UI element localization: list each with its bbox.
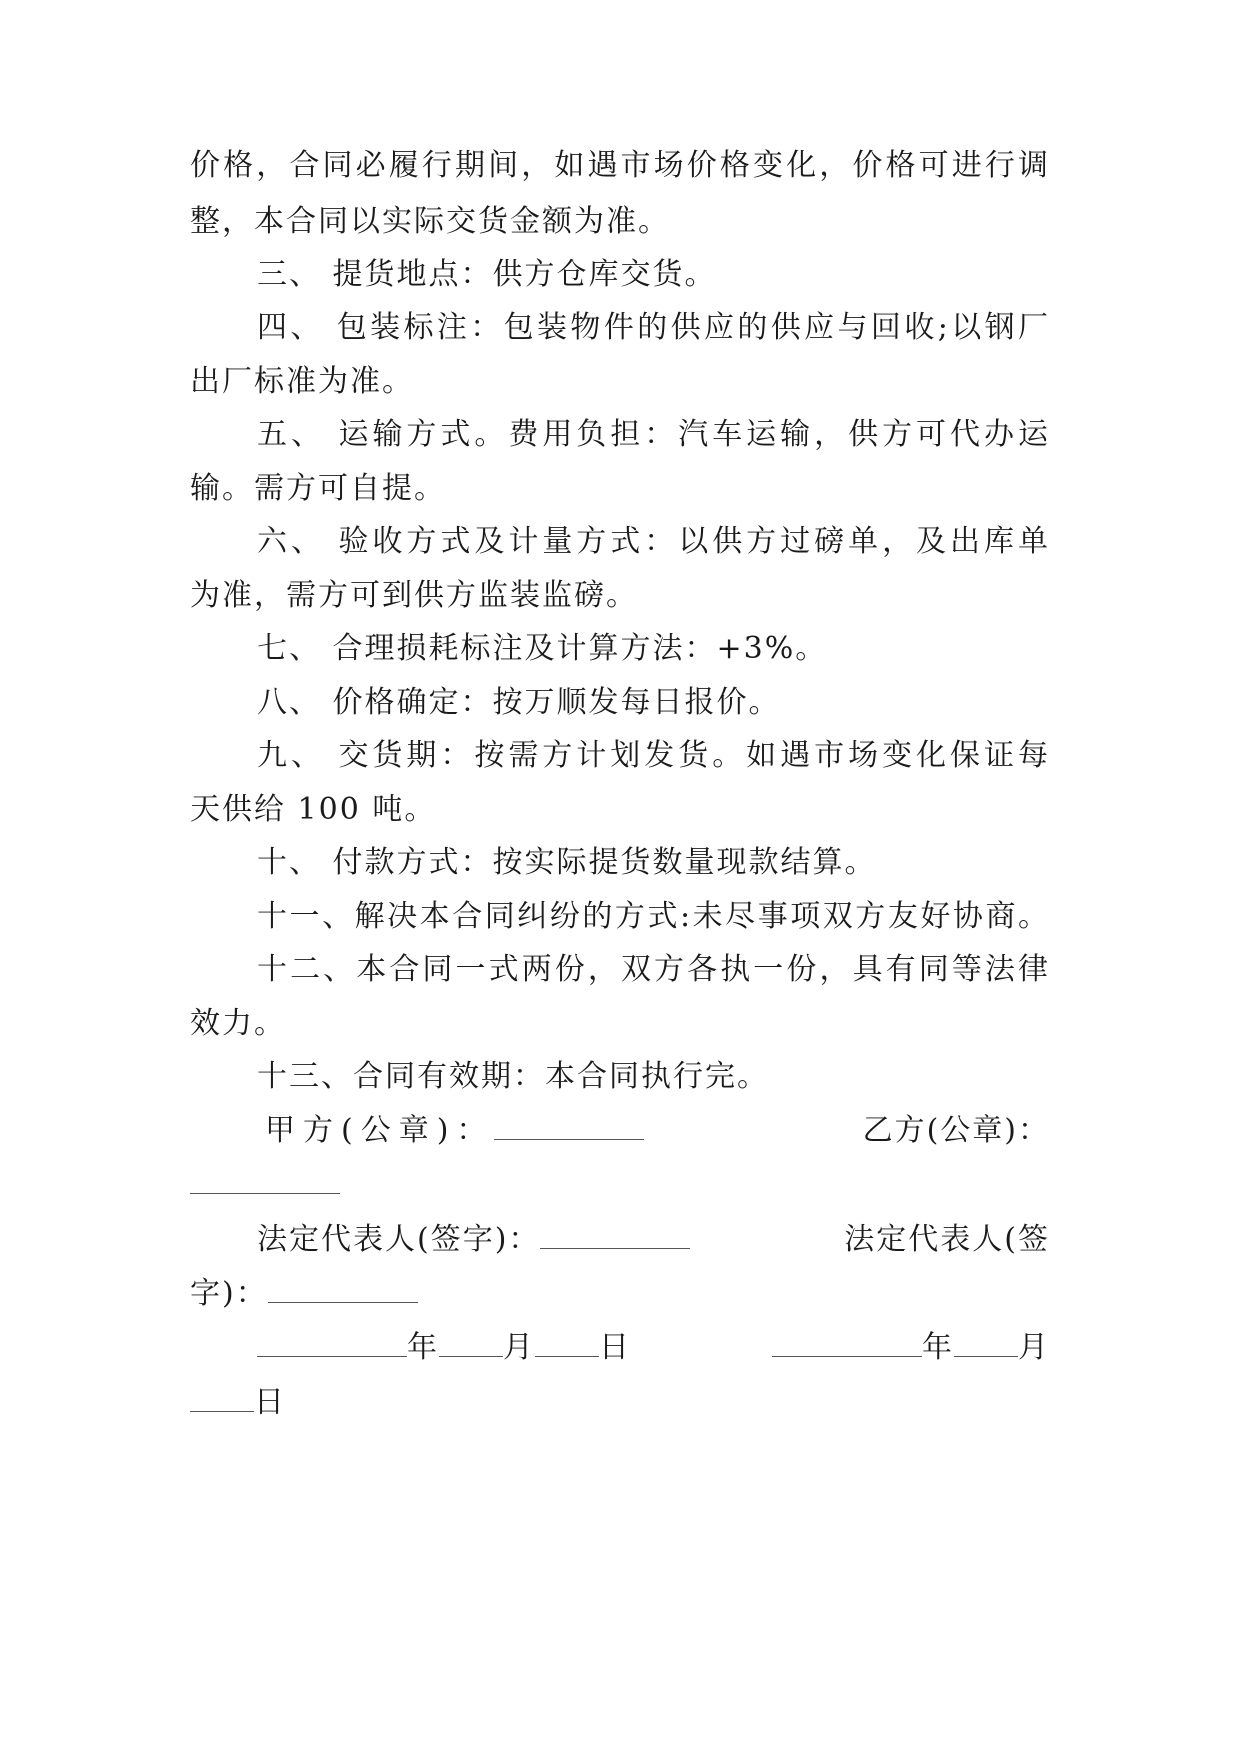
party-a-label: 甲方(公章)： xyxy=(265,1113,495,1148)
date-row-cont xyxy=(190,1383,1050,1423)
paragraph-line: 出厂标准为准。 xyxy=(190,364,414,399)
signature-row-rep-cont xyxy=(190,1274,1050,1314)
date-b-day-blank xyxy=(190,1385,254,1412)
signature-row-rep xyxy=(257,1220,1050,1260)
paragraph-line: 整，本合同以实际交货金额为准。 xyxy=(190,204,670,239)
clause-3: 三、 提货地点：供方仓库交货。 xyxy=(257,257,717,292)
clause-7: 七、 合理损耗标注及计算方法：+3%。 xyxy=(257,631,828,666)
clause-11: 十一、解决本合同纠纷的方式:未尽事项双方友好协商。 xyxy=(257,899,1050,934)
date-a-month-blank xyxy=(439,1330,503,1357)
signature-row-party xyxy=(265,1111,1050,1151)
date-b-day: 日 xyxy=(254,1385,286,1420)
rep-a-blank xyxy=(540,1222,690,1249)
rep-b-label-cont: 字)： xyxy=(190,1276,268,1311)
rep-b-label: 法定代表人(签 xyxy=(844,1222,1050,1257)
date-a-month: 月 xyxy=(503,1330,535,1365)
date-a-day-blank xyxy=(535,1330,599,1357)
paragraph-line: 为准，需方可到供方监装监磅。 xyxy=(190,578,638,613)
clause-4: 四、 包装标注：包装物件的供应的供应与回收;以钢厂 xyxy=(257,310,1050,345)
date-a-day: 日 xyxy=(599,1330,631,1365)
paragraph-line: 效力。 xyxy=(190,1006,286,1041)
date-row xyxy=(257,1328,1050,1368)
date-b-year-blank xyxy=(772,1330,922,1357)
signature-row-blank xyxy=(190,1165,1050,1205)
party-b-label: 乙方(公章)： xyxy=(862,1113,1050,1148)
date-b-month-blank xyxy=(954,1330,1018,1357)
paragraph-line: 价格，合同必履行期间，如遇市场价格变化，价格可进行调 xyxy=(190,148,1050,183)
rep-a-label: 法定代表人(签字)： xyxy=(257,1222,541,1257)
clause-12: 十二、本合同一式两份，双方各执一份，具有同等法律 xyxy=(257,952,1050,987)
clause-6: 六、 验收方式及计量方式：以供方过磅单，及出库单 xyxy=(257,524,1050,559)
clause-8: 八、 价格确定：按万顺发每日报价。 xyxy=(257,685,781,720)
party-b-blank xyxy=(190,1167,340,1194)
clause-10: 十、 付款方式：按实际提货数量现款结算。 xyxy=(257,845,877,880)
date-b-month: 月 xyxy=(1018,1330,1050,1365)
clause-13: 十三、合同有效期：本合同执行完。 xyxy=(257,1059,769,1094)
clause-9: 九、 交货期：按需方计划发货。如遇市场变化保证每 xyxy=(257,738,1050,773)
date-b xyxy=(772,1328,1050,1368)
date-a-year-blank xyxy=(257,1330,407,1357)
date-a-year: 年 xyxy=(407,1330,439,1365)
party-a-blank xyxy=(494,1113,644,1140)
paragraph-line: 天供给 100 吨。 xyxy=(190,792,437,827)
date-b-year: 年 xyxy=(922,1330,954,1365)
rep-b-blank xyxy=(268,1276,418,1303)
clause-5: 五、 运输方式。费用负担：汽车运输，供方可代办运 xyxy=(257,417,1050,452)
paragraph-line: 输。需方可自提。 xyxy=(190,471,446,506)
